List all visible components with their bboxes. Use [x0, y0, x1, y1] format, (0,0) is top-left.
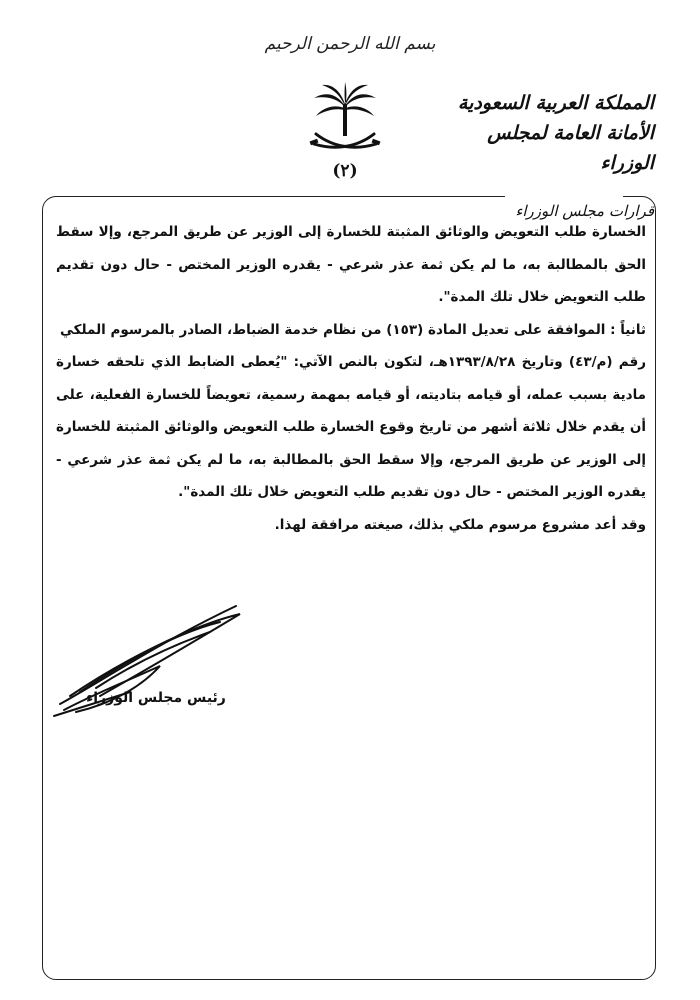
document-body [56, 216, 646, 541]
letterhead-decisions: قرارات مجلس الوزراء [515, 202, 654, 220]
paragraph-article-lead: ثانياً : الموافقة على تعديل المادة (١٥٣) من نظام خدمة الضباط، الصادر بالمرسوم الملكي [60, 321, 646, 338]
letterhead-secretariat: الأمانة العامة لمجلس الوزراء [487, 122, 654, 174]
page-number: (٢) [332, 161, 358, 181]
letterhead-country: المملكة العربية السعودية [457, 92, 654, 114]
signatory-title: رئيس مجلس الوزراء [86, 690, 226, 706]
paragraph-continued: الخسارة طلب التعويض والوثائق المثبتة للخسارة إلى الوزير عن طريق المرجع، وإلا سقط الحق بالمطالبة به، ما لم يكن ثمة عذر شرعي - يقدره الوزير المختص - حال دون تقديم طلب التعويض خلال تلك المدة". [56, 224, 646, 305]
paragraph-closing: وقد أعد مشروع مرسوم ملكي بذلك، صيغته مرافقة لهذا. [274, 516, 646, 533]
paragraph-article-text: رقم (م/٤٣) وتاريخ ١٣٩٣/٨/٢٨هـ، لتكون بالنص الآتي: "يُعطى الضابط الذي تلحقه خسارة مادية بسبب عمله، أو قيامه بتاديته، أو قيامه بمهمة رسمية، تعويضاً للخسارة الفعلية، على أن يقدم خلال ثلاثة أشهر من تاريخ وقوع الخسارة طلب التعويض والوثائق المثبتة للخسارة إلى الوزير عن طريق المرجع، وإلا سقط الحق بالمطالبة به، ما لم يكن ثمة عذر شرعي - يقدره الوزير المختص - حال دون تقديم طلب التعويض خلال تلك المدة". [56, 354, 646, 500]
basmala: بسم الله الرحمن الرحيم [264, 34, 436, 54]
frame-gap [505, 190, 623, 202]
saudi-emblem-icon [306, 82, 384, 158]
